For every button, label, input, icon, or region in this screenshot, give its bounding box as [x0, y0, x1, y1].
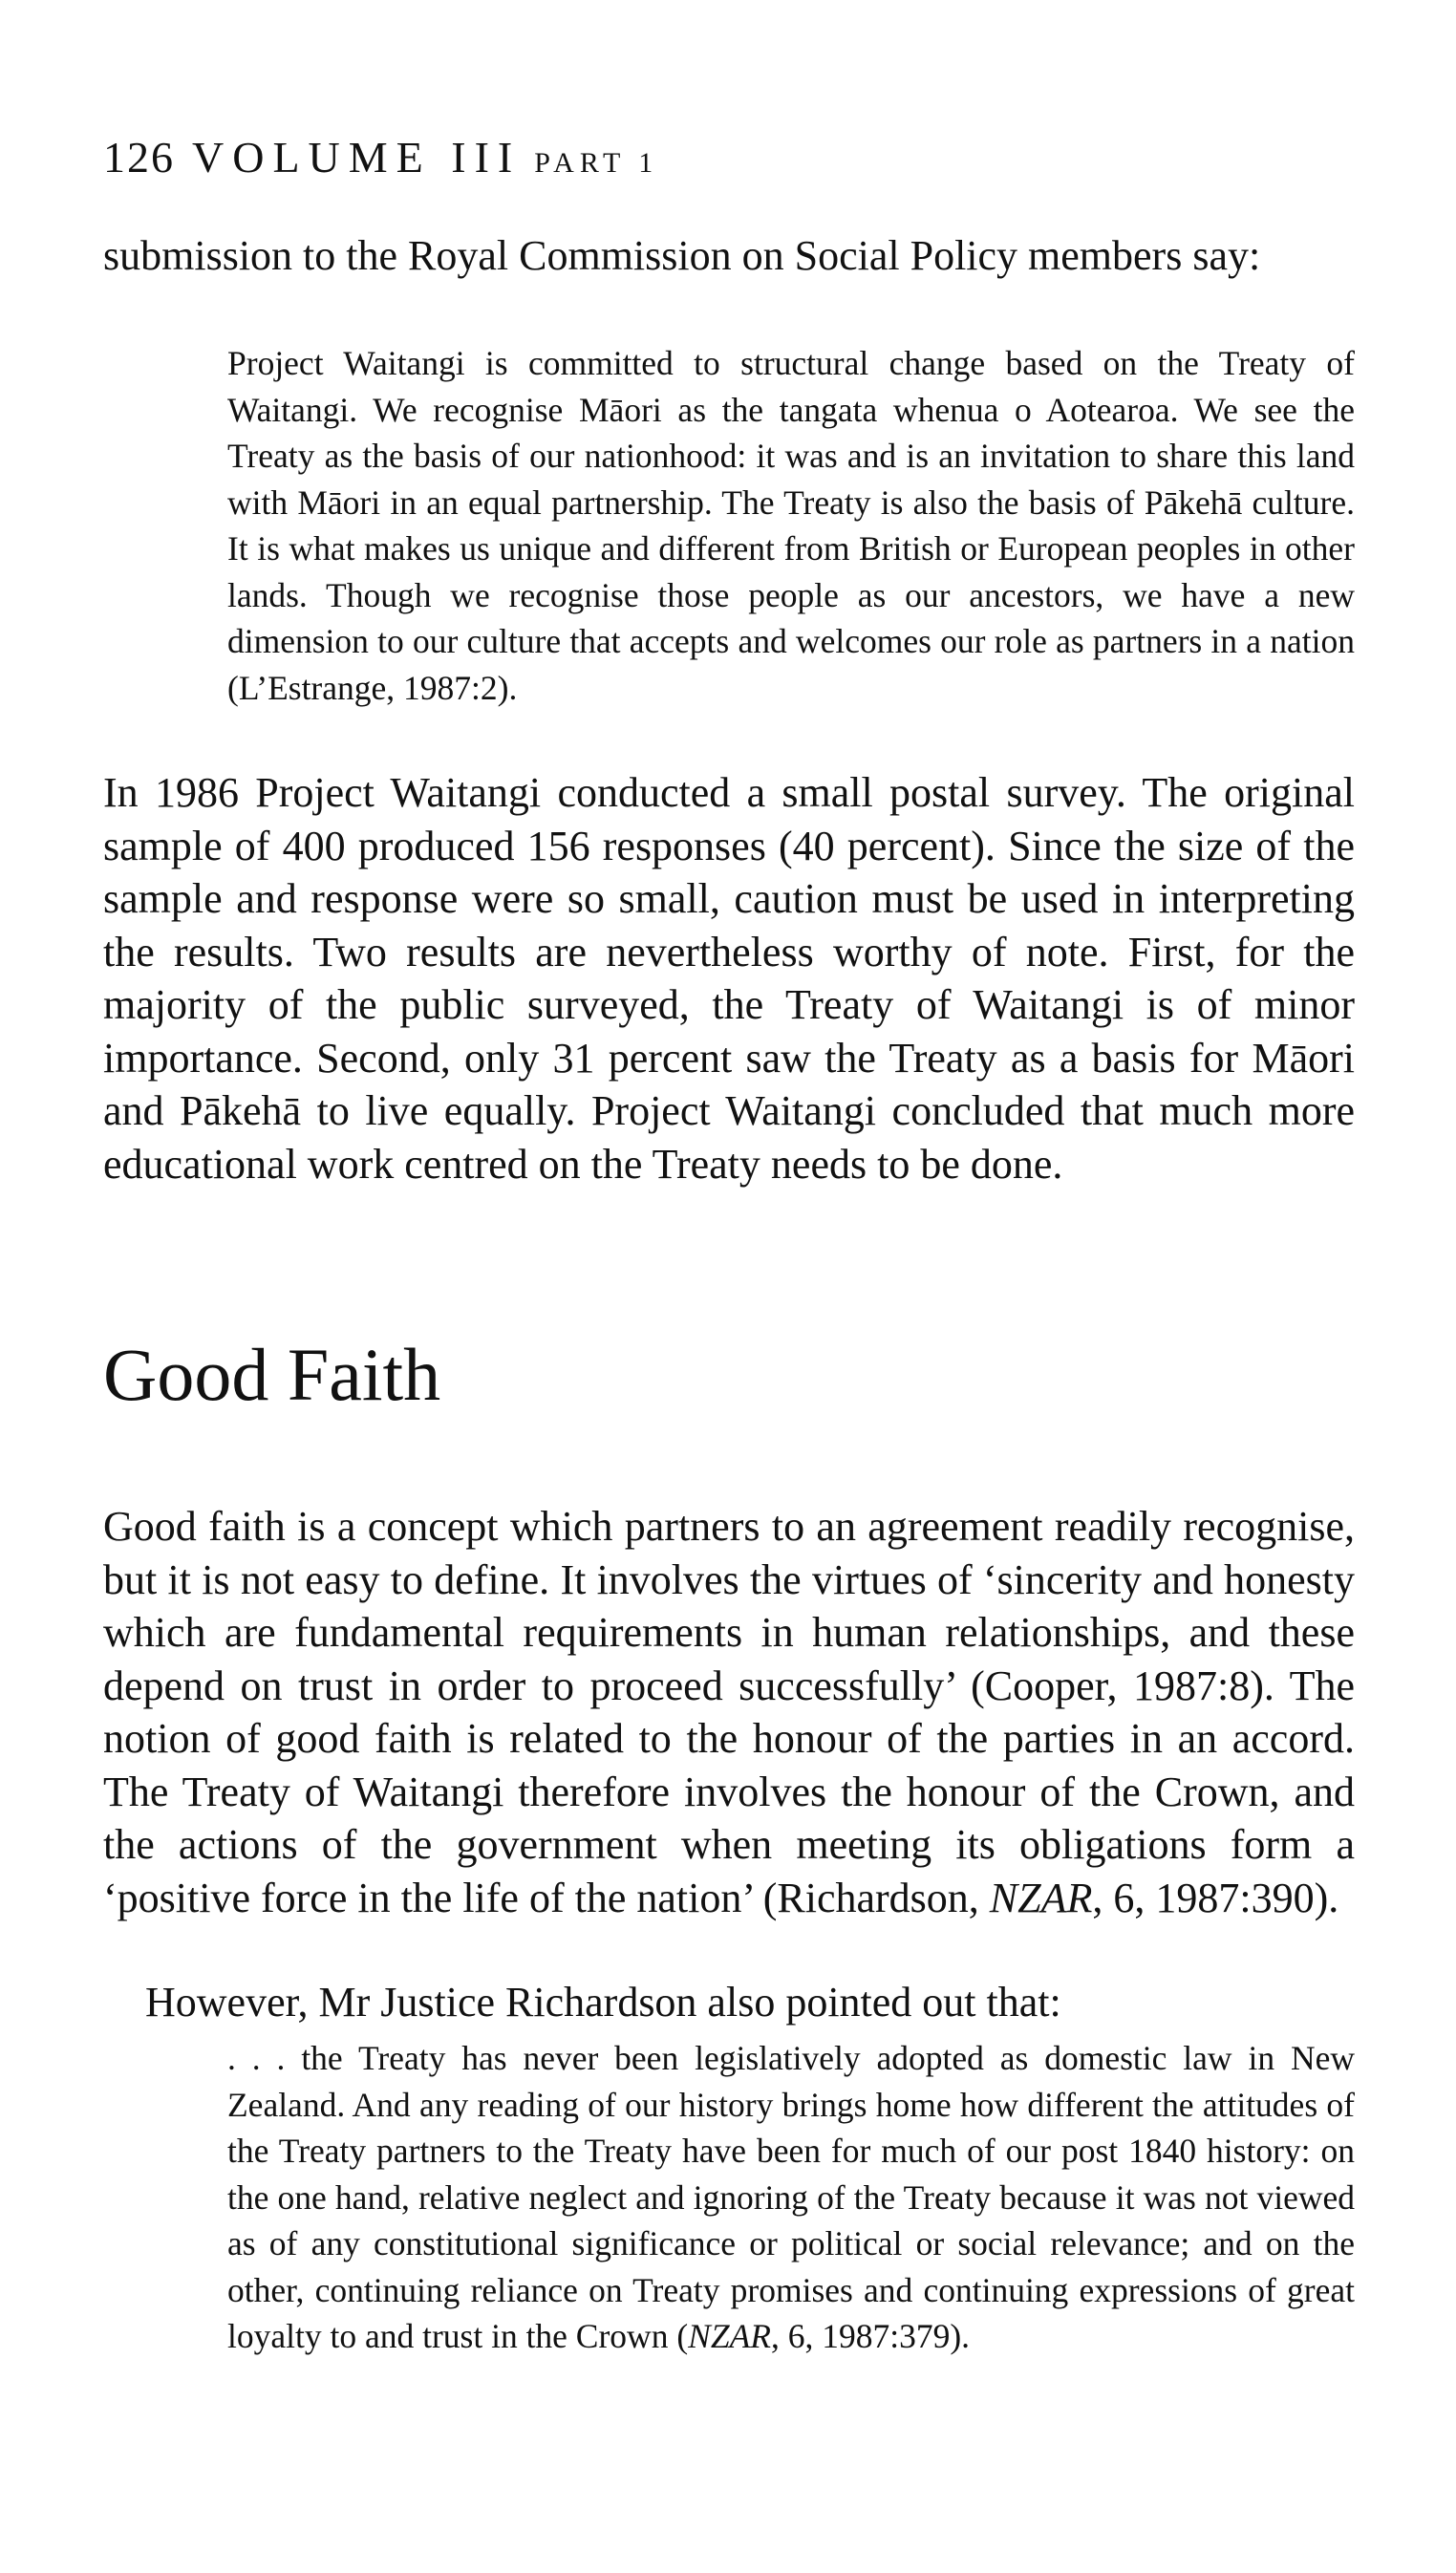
richardson-quote: [227, 2035, 1355, 2360]
running-head: [103, 133, 659, 182]
project-waitangi-quote: Project Waitangi is committed to structural change based on the Treaty of Waitangi. We recognise Māori as the tangata whenua o Aotearoa. We see the Treaty as the basis of our nationhood: it was and is an invitation to share this land with Māori in an equal partnership. The Treaty is also the basis of Pākehā culture. It is what makes us unique and different from British or European peoples in other lands. Though we recognise those people as our ancestors, we have a new dimension to our culture that accepts and welcomes our role as partners in a nation (L’Estrange, 1987:2).: [227, 344, 1355, 707]
survey-paragraph: In 1986 Project Waitangi conducted a small postal survey. The original sample of 400 produced 156 responses (40 percent). Since the size of the sample and response were so small, caution must be used in interpreting the results. Two results are nevertheless worthy of note. First, for the majority of the public surveyed, the Treaty of Waitangi is of minor importance. Second, only 31 percent saw the Treaty as a basis for Māori and Pākehā to live equally. Project Waitangi concluded that much more educational work centred on the Treaty needs to be done.: [103, 769, 1355, 1188]
section-heading: Good Faith: [103, 1333, 441, 1416]
part-label: PART 1: [534, 147, 659, 179]
citation-detail: , 6, 1987:390).: [1092, 1874, 1339, 1921]
good-faith-text: Good faith is a concept which partners to an agreement readily recognise, but it is not easy to define. It involves the virtues of ‘sincerity and honesty which are fundamental requirements in human relationships, and these depend on trust in order to proceed successfully’ (Cooper, 1987:8). The notion of good faith is related to the honour of the parties in an accord. The Treaty of Waitangi therefore involves the honour of the Crown, and the actions of the government when meeting its obligations form a ‘positive force in the life of the nation’ (Richardson,: [103, 1503, 1355, 1921]
however-paragraph: However, Mr Justice Richardson also pointed out that:: [145, 1979, 1061, 2026]
page-number: 126: [103, 133, 175, 182]
quote-citation-detail: , 6, 1987:379).: [770, 2317, 971, 2355]
quote-citation-nzar: NZAR: [688, 2317, 771, 2355]
good-faith-paragraph: [103, 1500, 1355, 1924]
intro-paragraph: submission to the Royal Commission on Social Policy members say:: [103, 232, 1261, 279]
citation-nzar: NZAR: [989, 1874, 1093, 1921]
richardson-quote-text: . . . the Treaty has never been legislatively adopted as domestic law in New Zealand. And any reading of our history brings home how different the attitudes of the Treaty partners to the Treaty have been for much of our post 1840 history: on the one hand, relative neglect and ignoring of the Treaty because it was not viewed as of any constitutional significance or political or social relevance; and on the other, continuing reliance on Treaty promises and continuing expressions of great loyalty to and trust in the Crown (: [227, 2039, 1355, 2355]
volume-label: VOLUME III: [192, 133, 522, 182]
